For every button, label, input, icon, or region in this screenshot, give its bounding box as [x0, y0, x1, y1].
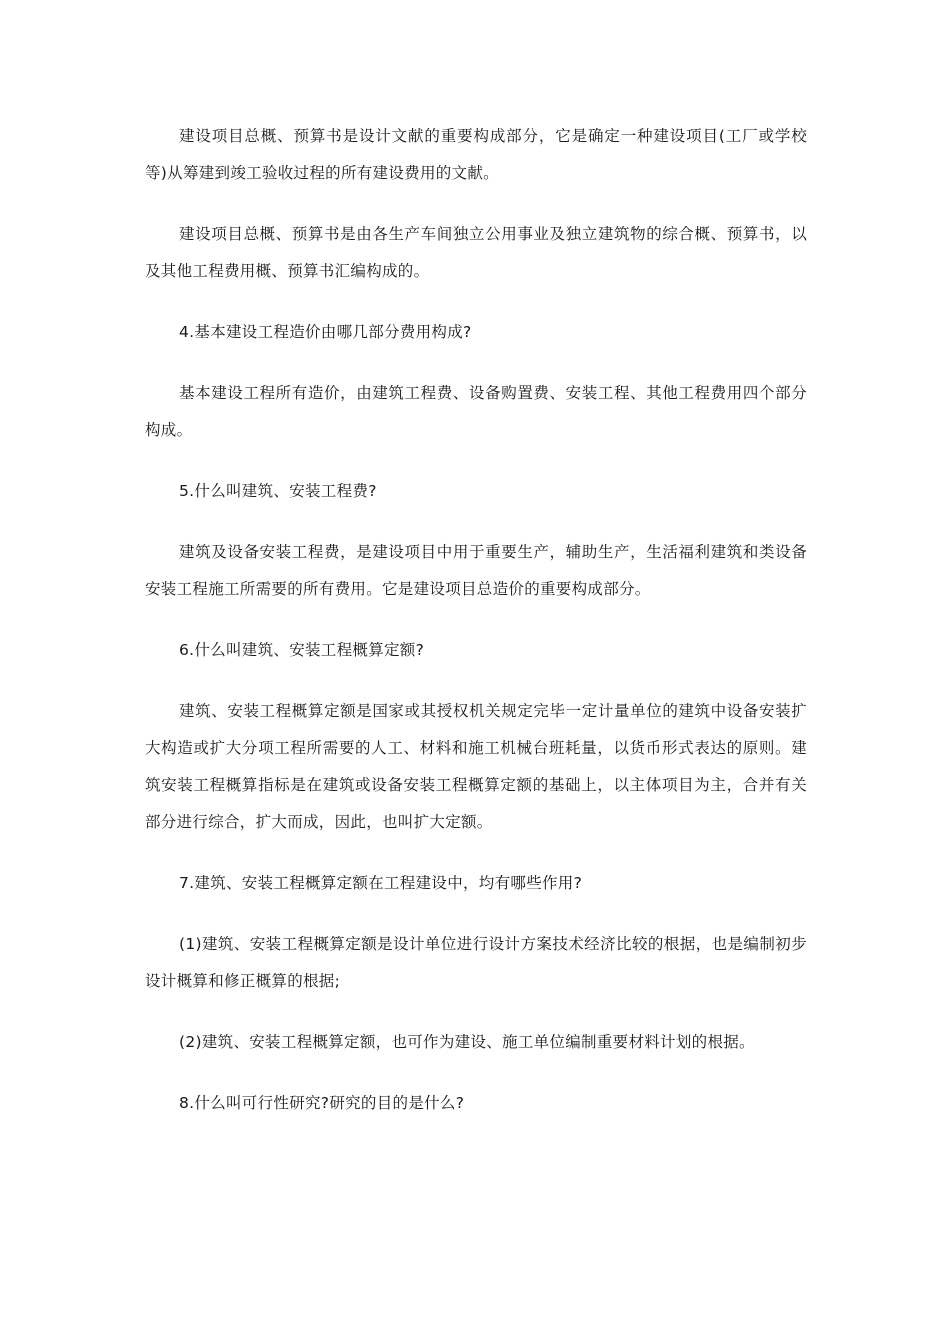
paragraph-budget-definition: 建设项目总概、预算书是设计文献的重要构成部分，它是确定一种建设项目(工厂或学校等)从筹建到竣工验收过程的所有建设费用的文献。 — [145, 127, 807, 182]
question-5: 5.什么叫建筑、安装工程费? — [179, 482, 377, 500]
document-body — [145, 118, 807, 1122]
paragraph-budget-composition: 建设项目总概、预算书是由各生产车间独立公用事业及独立建筑物的综合概、预算书，以及其他工程费用概、预算书汇编构成的。 — [145, 225, 807, 280]
answer-5: 建筑及设备安装工程费，是建设项目中用于重要生产，辅助生产，生活福利建筑和类设备安装工程施工所需要的所有费用。它是建设项目总造价的重要构成部分。 — [145, 543, 807, 598]
question-8: 8.什么叫可行性研究?研究的目的是什么? — [179, 1094, 465, 1112]
answer-7-item-1: (1)建筑、安装工程概算定额是设计单位进行设计方案技术经济比较的根据，也是编制初步设计概算和修正概算的根据; — [145, 935, 807, 990]
question-6: 6.什么叫建筑、安装工程概算定额? — [179, 641, 425, 659]
answer-4: 基本建设工程所有造价，由建筑工程费、设备购置费、安装工程、其他工程费用四个部分构成。 — [145, 384, 807, 439]
question-4: 4.基本建设工程造价由哪几部分费用构成? — [179, 323, 472, 341]
answer-7-item-2: (2)建筑、安装工程概算定额，也可作为建设、施工单位编制重要材料计划的根据。 — [179, 1033, 755, 1051]
answer-6: 建筑、安装工程概算定额是国家或其授权机关规定完毕一定计量单位的建筑中设备安装扩大构造或扩大分项工程所需要的人工、材料和施工机械台班耗量，以货币形式表达的原则。建筑安装工程概算指标是在建筑或设备安装工程概算定额的基础上，以主体项目为主，合并有关部分进行综合，扩大而成，因此，也叫扩大定额。 — [145, 702, 807, 831]
question-7: 7.建筑、安装工程概算定额在工程建设中，均有哪些作用? — [179, 874, 583, 892]
